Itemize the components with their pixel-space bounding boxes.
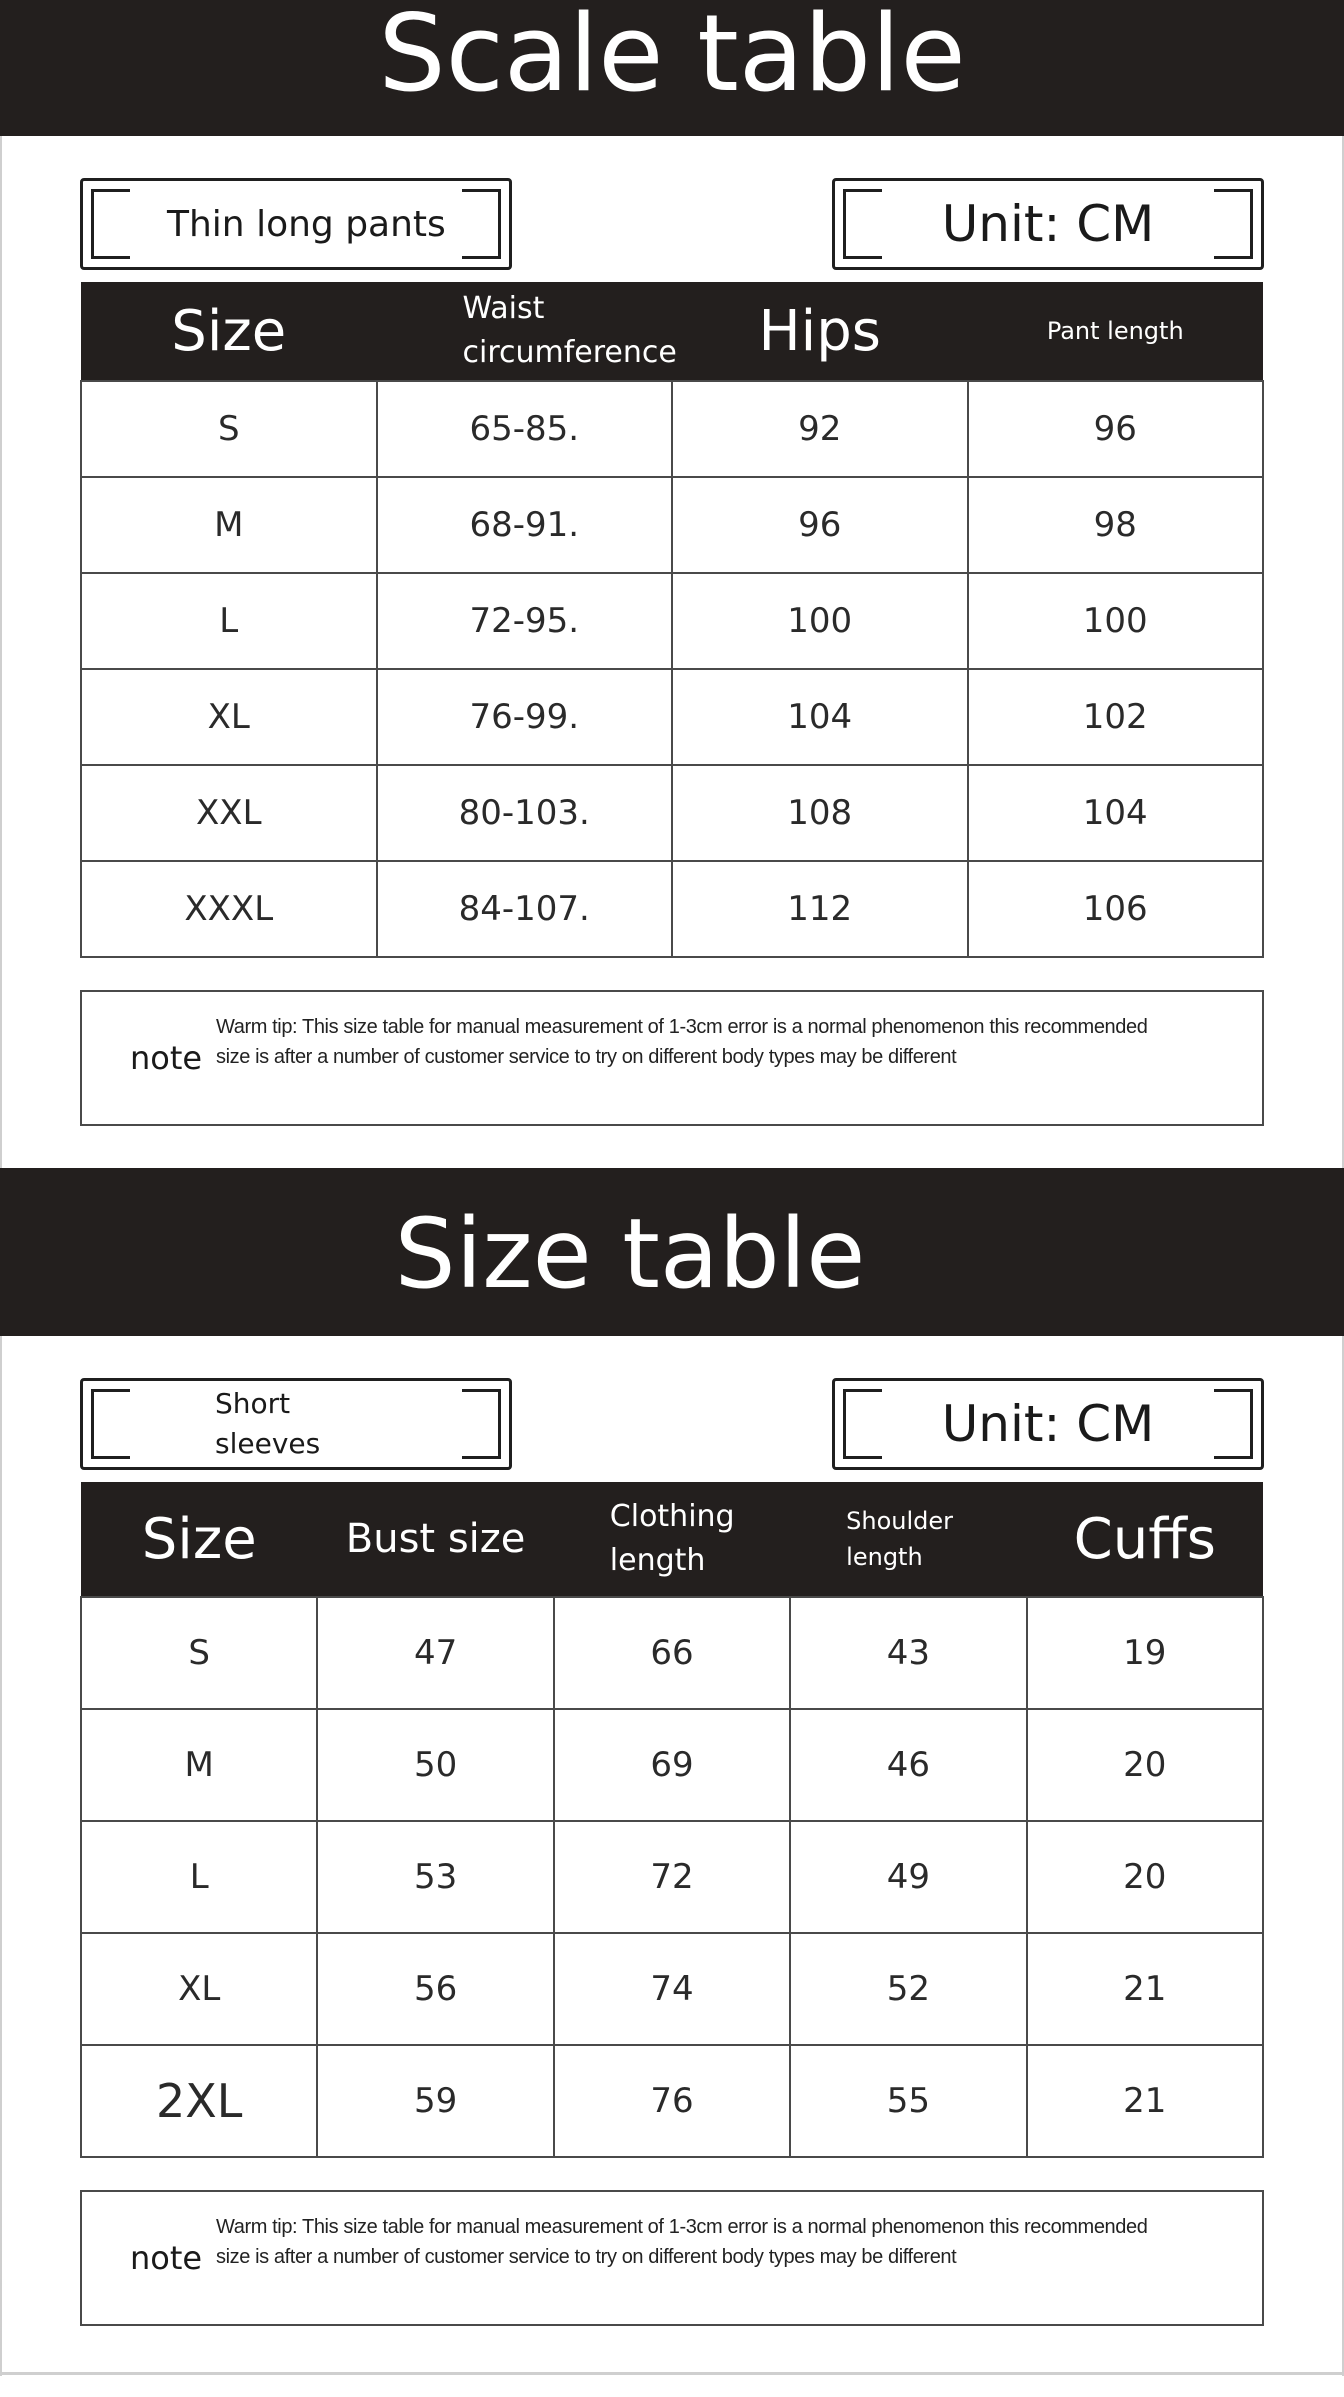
cell-shoulder-length: 49 — [790, 1821, 1026, 1933]
section1-unit-label: Unit: CM — [941, 195, 1155, 253]
table-row — [81, 1709, 1263, 1821]
table-row — [81, 381, 1263, 477]
cell-pant-length: 104 — [968, 765, 1264, 861]
cell-size: XL — [81, 1933, 317, 2045]
cell-hips: 112 — [672, 861, 968, 957]
cell-bust: 53 — [317, 1821, 553, 1933]
cell-pant-length: 102 — [968, 669, 1264, 765]
shirt-size-table — [80, 1482, 1264, 2158]
section2-note-box — [80, 2190, 1264, 2326]
section1-note-box — [80, 990, 1264, 1126]
cell-waist: 65-85. — [377, 381, 673, 477]
table-row — [81, 477, 1263, 573]
header-size: Size — [81, 1482, 317, 1597]
cell-pant-length: 98 — [968, 477, 1264, 573]
cell-pant-length: 100 — [968, 573, 1264, 669]
section1-title: Scale table — [378, 0, 966, 115]
header-shoulder-length: Shoulder length — [790, 1482, 1026, 1597]
header-size: Size — [81, 282, 377, 381]
cell-clothing-length: 66 — [554, 1597, 790, 1709]
cell-size: XXL — [81, 765, 377, 861]
cell-hips: 104 — [672, 669, 968, 765]
section2-category-tag — [80, 1378, 512, 1470]
cell-size: XXXL — [81, 861, 377, 957]
table-row — [81, 1933, 1263, 2045]
cell-waist: 80-103. — [377, 765, 673, 861]
section2-unit-label: Unit: CM — [941, 1395, 1155, 1453]
cell-cuffs: 20 — [1027, 1821, 1263, 1933]
cell-clothing-length: 74 — [554, 1933, 790, 2045]
cell-hips: 100 — [672, 573, 968, 669]
cell-shoulder-length: 52 — [790, 1933, 1026, 2045]
header-clothing-length: Clothing length — [554, 1482, 790, 1597]
section1-unit-tag — [832, 178, 1264, 270]
cell-pant-length: 96 — [968, 381, 1264, 477]
cell-size: M — [81, 477, 377, 573]
header-bust: Bust size — [317, 1482, 553, 1597]
header-hips: Hips — [672, 282, 968, 381]
section2-unit-tag — [832, 1378, 1264, 1470]
table-row — [81, 573, 1263, 669]
section1-category-label: Thin long pants — [167, 203, 446, 245]
cell-cuffs: 21 — [1027, 1933, 1263, 2045]
table-row — [81, 861, 1263, 957]
table-row — [81, 1597, 1263, 1709]
cell-cuffs: 21 — [1027, 2045, 1263, 2157]
cell-clothing-length: 72 — [554, 1821, 790, 1933]
cell-bust: 47 — [317, 1597, 553, 1709]
cell-bust: 56 — [317, 1933, 553, 2045]
cell-size: M — [81, 1709, 317, 1821]
cell-cuffs: 19 — [1027, 1597, 1263, 1709]
header-pant-length: Pant length — [968, 282, 1264, 381]
section2-title: Size table — [394, 1198, 866, 1310]
cell-size: S — [81, 1597, 317, 1709]
table-row — [81, 669, 1263, 765]
cell-waist: 76-99. — [377, 669, 673, 765]
cell-size: 2XL — [81, 2045, 317, 2157]
cell-hips: 108 — [672, 765, 968, 861]
cell-clothing-length: 76 — [554, 2045, 790, 2157]
left-border — [0, 1336, 2, 2376]
left-border — [0, 136, 2, 1168]
note-label: note — [130, 2239, 203, 2277]
cell-waist: 72-95. — [377, 573, 673, 669]
cell-size: XL — [81, 669, 377, 765]
cell-shoulder-length: 55 — [790, 2045, 1026, 2157]
cell-cuffs: 20 — [1027, 1709, 1263, 1821]
cell-shoulder-length: 43 — [790, 1597, 1026, 1709]
cell-hips: 96 — [672, 477, 968, 573]
table-row — [81, 1821, 1263, 1933]
pants-size-table — [80, 282, 1264, 958]
note-text: Warm tip: This size table for manual measurement of 1-3cm error is a normal phenomenon this recommended size is after a number of customer service to try on different body types may be different — [216, 2216, 1148, 2268]
cell-hips: 92 — [672, 381, 968, 477]
table-header-row — [81, 282, 1263, 381]
cell-shoulder-length: 46 — [790, 1709, 1026, 1821]
section1-title-banner — [0, 0, 1344, 136]
cell-bust: 50 — [317, 1709, 553, 1821]
table-row — [81, 2045, 1263, 2157]
cell-bust: 59 — [317, 2045, 553, 2157]
cell-waist: 68-91. — [377, 477, 673, 573]
cell-size: L — [81, 573, 377, 669]
note-text: Warm tip: This size table for manual measurement of 1-3cm error is a normal phenomenon this recommended size is after a number of customer service to try on different body types may be different — [216, 1016, 1148, 1068]
cell-waist: 84-107. — [377, 861, 673, 957]
note-label: note — [130, 1039, 203, 1077]
table-row — [81, 765, 1263, 861]
cell-clothing-length: 69 — [554, 1709, 790, 1821]
section2-category-label: Short sleeves — [215, 1387, 321, 1460]
section1-category-tag — [80, 178, 512, 270]
cell-pant-length: 106 — [968, 861, 1264, 957]
bottom-border — [0, 2372, 1344, 2375]
header-waist: Waist circumference — [377, 282, 673, 381]
table-header-row — [81, 1482, 1263, 1597]
section2-title-banner — [0, 1168, 1344, 1336]
header-cuffs: Cuffs — [1027, 1482, 1263, 1597]
cell-size: S — [81, 381, 377, 477]
cell-size: L — [81, 1821, 317, 1933]
